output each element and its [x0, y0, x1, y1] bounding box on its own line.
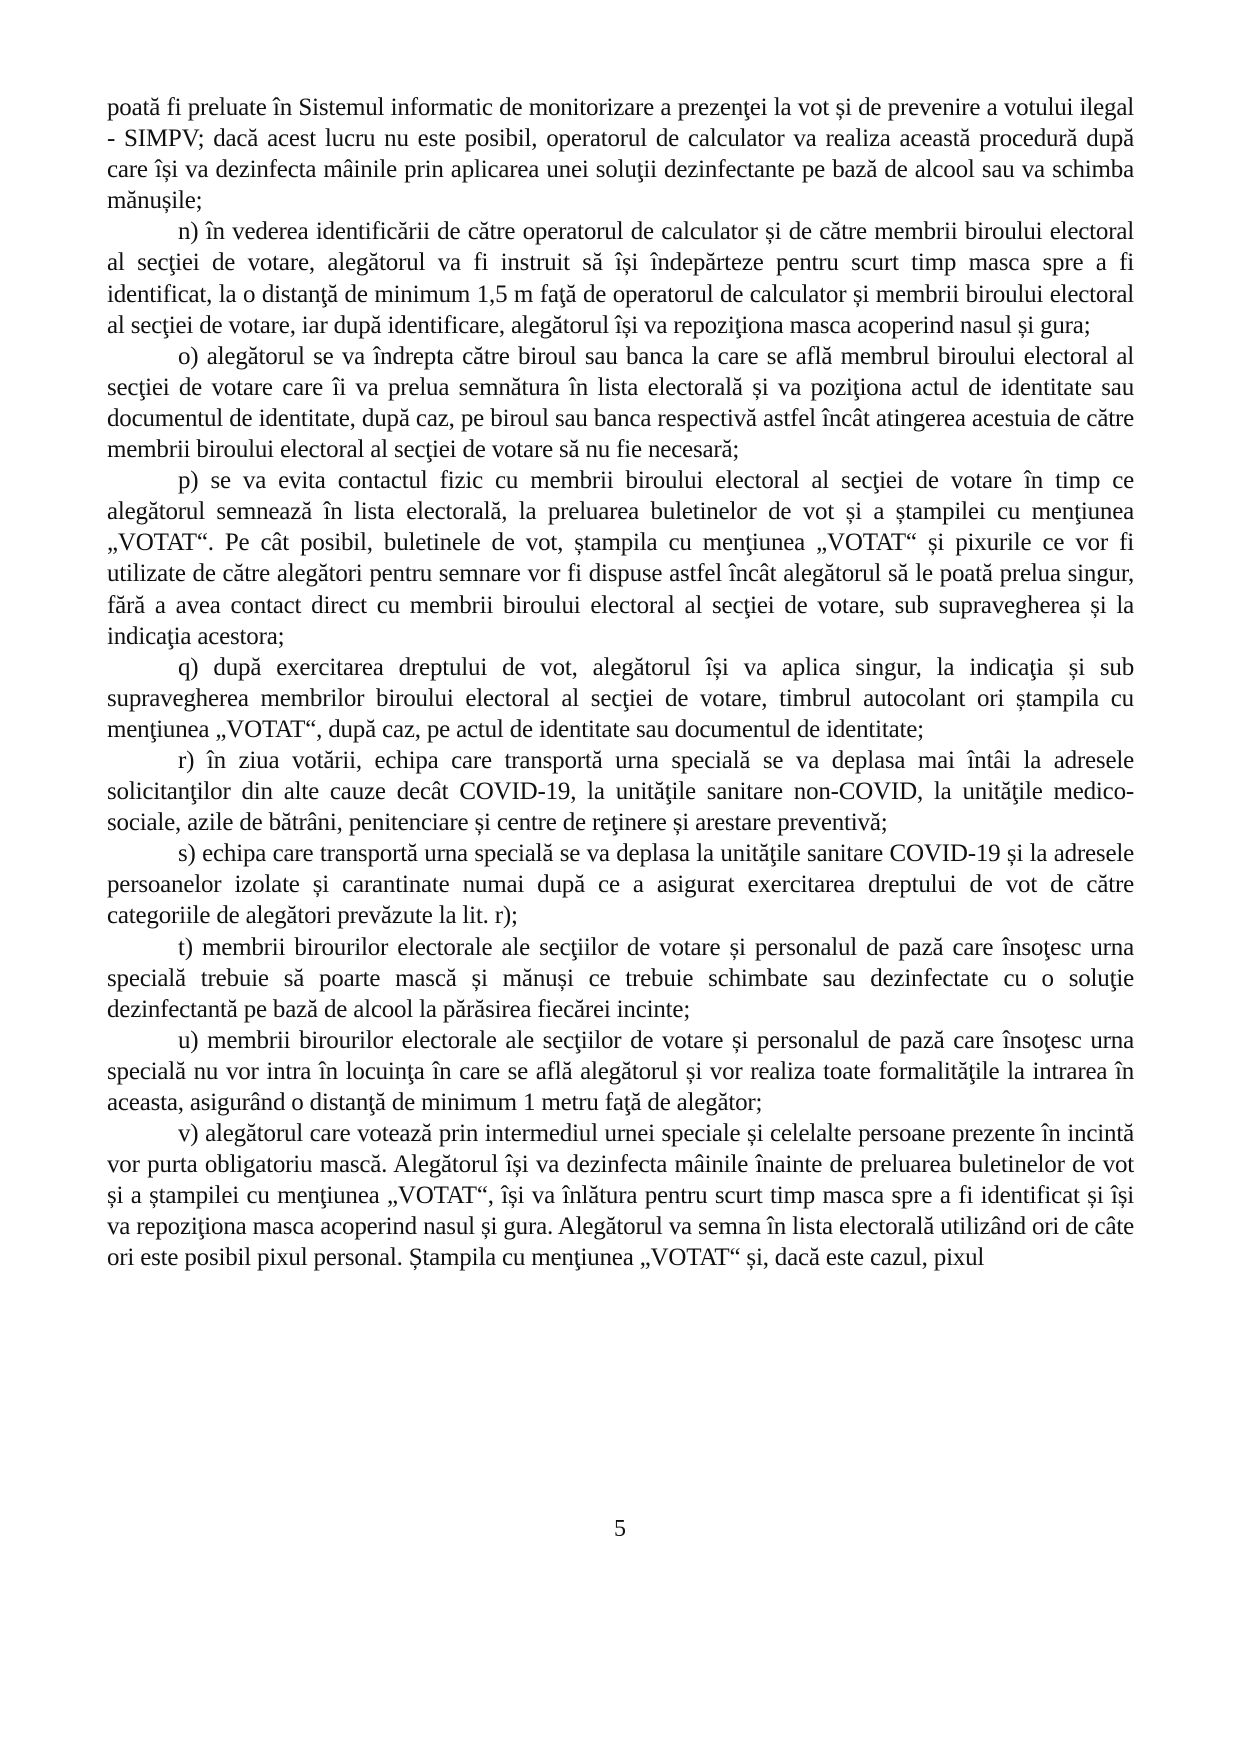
paragraph-item-r: r) în ziua votării, echipa care transportă urna specială se va deplasa mai întâi la adresele solicitanţilor din alte cauze decât COVID-19, la unităţile sanitare non-COVID, la unităţile medico-sociale, azile de bătrâni, penitenciare și centre de reţinere și arestare preventivă;	[107, 746, 1134, 837]
paragraph-item-u: u) membrii birourilor electorale ale secţiilor de votare și personalul de pază care însoţesc urna specială nu vor intra în locuinţa în care se află alegătorul și vor realiza toate formalităţile la intrarea în aceasta, asigurând o distanţă de minimum 1 metru faţă de alegător;	[107, 1026, 1134, 1116]
paragraph-continuation: poată fi preluate în Sistemul informatic de monitorizare a prezenţei la vot și de prevenire a votului ilegal - SIMPV; dacă acest lucru nu este posibil, operatorul de calculator va realiza această procedură după care își va dezinfecta mâinile prin aplicarea unei soluţii dezinfectante pe bază de alcool sau va schimba mănușile;	[107, 94, 1134, 215]
page-number: 5	[614, 1516, 626, 1542]
paragraph-item-p: p) se va evita contactul fizic cu membrii biroului electoral al secţiei de votare în timp ce alegătorul semnează în lista electorală, la preluarea buletinelor de vot și a ștampilei cu menţiunea „VOTAT“. Pe cât posibil, buletinele de vot, ștampila cu menţiunea „VOTAT“ și pixurile ce vor fi utilizate de către alegători pentru semnare vor fi dispuse astfel încât alegătorul să le poată prelua singur, fără a avea contact direct cu membrii biroului electoral al secţiei de votare, sub supravegherea și la indicaţia acestora;	[107, 467, 1134, 650]
paragraph-item-s: s) echipa care transportă urna specială se va deplasa la unităţile sanitare COVID-19 și la adresele persoanelor izolate și carantinate numai după ce a asigurat exercitarea dreptului de vot de către categoriile de alegători prevăzute la lit. r);	[107, 840, 1134, 930]
paragraph-item-v: v) alegătorul care votează prin intermediul urnei speciale și celelalte persoane prezente în incintă vor purta obligatoriu mască. Alegătorul își va dezinfecta mâinile înainte de preluarea buletinelor de vot și a ștampilei cu menţiunea „VOTAT“, își va înlătura pentru scurt timp masca spre a fi identificat și își va repoziţiona masca acoperind nasul și gura. Alegătorul va semna în lista electorală utilizând ori de câte ori este posibil pixul personal. Ștampila cu menţiunea „VOTAT“ și, dacă este cazul, pixul	[107, 1120, 1134, 1272]
paragraph-item-n: n) în vederea identificării de către operatorul de calculator și de către membrii biroului electoral al secţiei de votare, alegătorul va fi instruit să își îndepărteze pentru scurt timp masca spre a fi identificat, la o distanţă de minimum 1,5 m faţă de operatorul de calculator și membrii biroului electoral al secţiei de votare, iar după identificare, alegătorul își va repoziţiona masca acoperind nasul și gura;	[107, 218, 1134, 339]
paragraph-item-o: o) alegătorul se va îndrepta către biroul sau banca la care se află membrul biroului electoral al secţiei de votare care îi va prelua semnătura în lista electorală și va poziţiona actul de identitate sau documentul de identitate, după caz, pe biroul sau banca respectivă astfel încât atingerea acestuia de către membrii biroului electoral al secţiei de votare să nu fie necesară;	[107, 342, 1134, 464]
paragraph-item-t: t) membrii birourilor electorale ale secţiilor de votare și personalul de pază care însoţesc urna specială trebuie să poarte mască și mănuși ce trebuie schimbate sau dezinfectate cu o soluţie dezinfectantă pe bază de alcool la părăsirea fiecărei incinte;	[107, 933, 1134, 1023]
document-page-body	[107, 92, 1134, 1274]
paragraph-item-q: q) după exercitarea dreptului de vot, alegătorul își va aplica singur, la indicaţia și sub supravegherea membrilor biroului electoral al secţiei de votare, timbrul autocolant ori ștampila cu menţiunea „VOTAT“, după caz, pe actul de identitate sau documentul de identitate;	[107, 653, 1134, 743]
